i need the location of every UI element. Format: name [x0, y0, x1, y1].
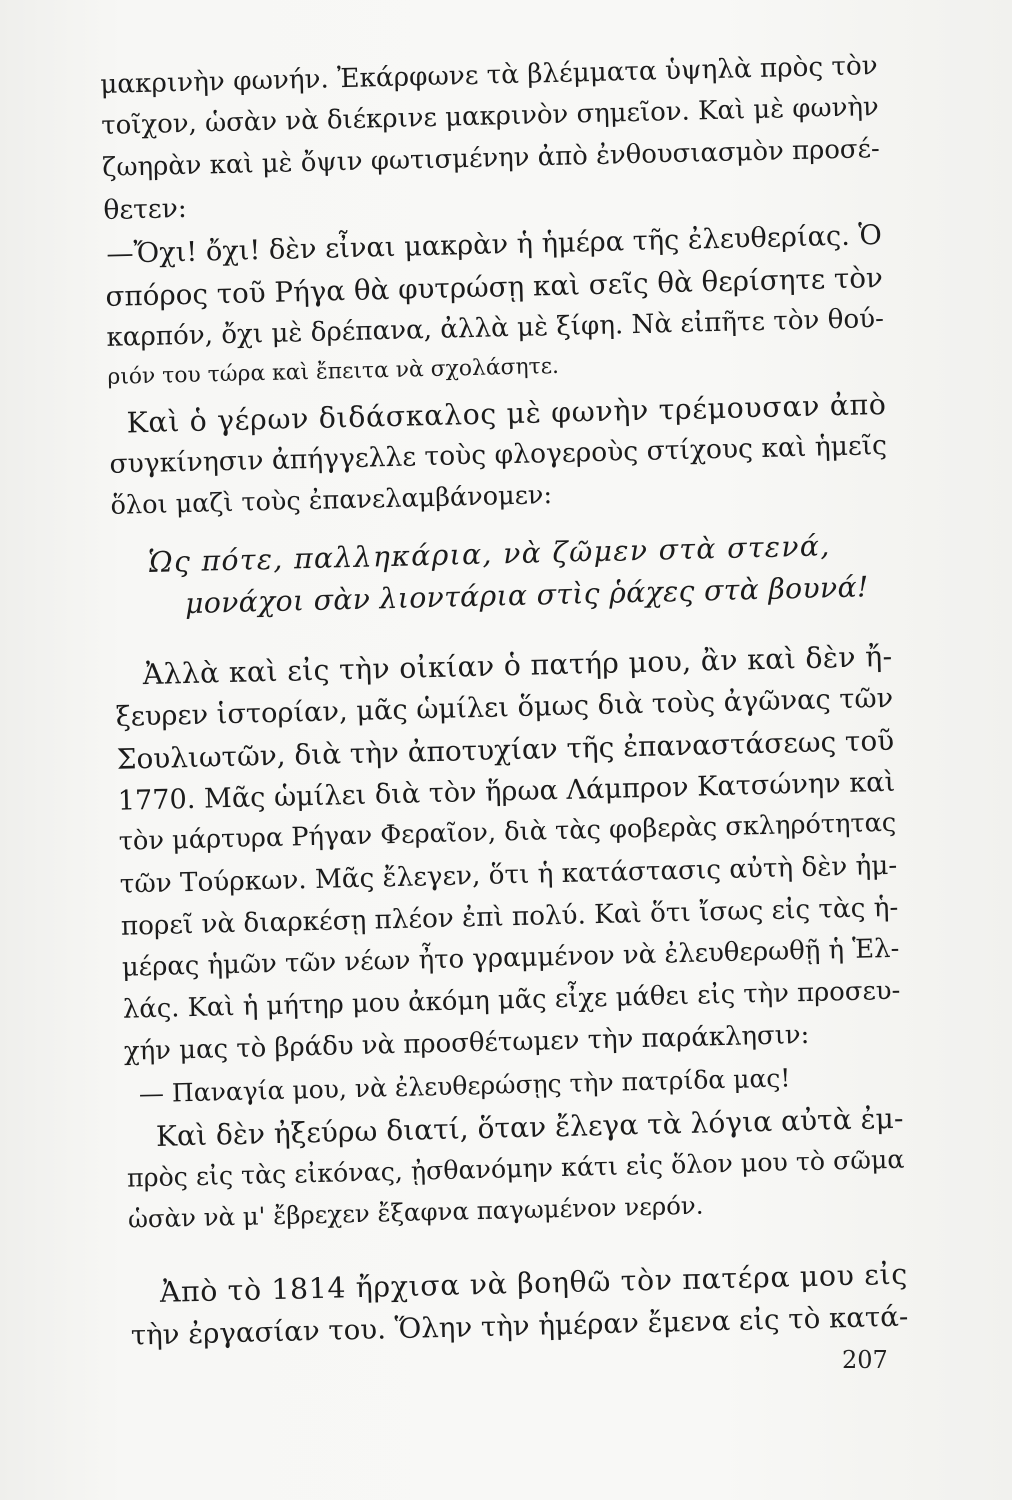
text-line: —Ὄχι! ὄχι! δὲν εἶναι μακρὰν ἡ ἡμέρα τῆς ἐλευθερίας. Ὁ — [106, 219, 883, 270]
text-line: Καὶ δὲν ἠξεύρω διατί, ὅταν ἔλεγα τὰ λόγια αὐτὰ ἐμ- — [155, 1101, 904, 1153]
text-line: — Παναγία μου, νὰ ἐλευθερώσῃς τὴν πατρίδα μας! — [138, 1063, 791, 1109]
text-line: τοῖχον, ὡσὰν νὰ διέκρινε μακρινὸν σημεῖον. Καὶ μὲ φωνὴν — [100, 91, 880, 141]
text-line: Σουλιωτῶν, διὰ τὴν ἀποτυχίαν τῆς ἐπαναστάσεως τοῦ — [116, 723, 895, 776]
verse-line: μονάχοι σὰν λιοντάρια στὶς ῥάχες στὰ βουνά! — [184, 570, 870, 621]
text-line: μέρας ἡμῶν τῶν νέων ἦτο γραμμένον νὰ ἐλευθερωθῇ ἡ Ἑλ- — [121, 933, 900, 983]
text-line: ξευρεν ἱστορίαν, μᾶς ὡμίλει ὅμως διὰ τοὺς ἀγῶνας τῶν — [115, 682, 894, 733]
text-line: μακρινὴν φωνήν. Ἐκάρφωνε τὰ βλέμματα ὑψηλὰ πρὸς τὸν — [99, 51, 879, 100]
text-line: ριόν του τώρα καὶ ἔπειτα νὰ σχολάσητε. — [107, 353, 560, 390]
text-line: Ἀλλὰ καὶ εἰς τὴν οἰκίαν ὁ πατήρ μου, ἂν καὶ δὲν ἤ- — [142, 639, 893, 692]
text-line: ζωηρὰν καὶ μὲ ὄψιν φωτισμένην ἀπὸ ἐνθουσιασμὸν προσέ- — [101, 133, 881, 183]
text-line: πρὸς εἰς τὰς εἰκόνας, ᾐσθανόμην κάτι εἰς ὅλον μου τὸ σῶμα — [126, 1144, 905, 1193]
text-line: Ἀπὸ τὸ 1814 ἤρχισα νὰ βοηθῶ τὸν πατέρα μου εἰς — [159, 1257, 909, 1309]
page-number: 207 — [842, 1346, 888, 1374]
text-line: τῶν Τούρκων. Μᾶς ἔλεγεν, ὅτι ἡ κατάστασις αὐτὴ δὲν ἠμ- — [119, 850, 898, 900]
text-line: συγκίνησιν ἀπήγγελλε τοὺς φλογεροὺς στίχους καὶ ἡμεῖς — [109, 429, 888, 480]
text-line: ὡσὰν νὰ μ' ἔβρεχεν ἔξαφνα παγωμένον νερόν. — [127, 1190, 704, 1234]
text-line: τὴν ἐργασίαν του. Ὅλην τὴν ἡμέραν ἔμενα εἰς τὸ κατά- — [130, 1299, 909, 1352]
text-line: Καὶ ὁ γέρων διδάσκαλος μὲ φωνὴν τρέμουσαν ἀπὸ — [126, 387, 887, 440]
text-line: θετεν: — [103, 192, 188, 226]
text-line: σπόρος τοῦ Ρήγα θὰ φυτρώσῃ καὶ σεῖς θὰ θερίσητε τὸν — [105, 260, 884, 313]
text-line: λάς. Καὶ ἡ μήτηρ μου ἀκόμη μᾶς εἶχε μάθει εἰς τὴν προσευ- — [122, 975, 901, 1025]
text-line: 1770. Μᾶς ὡμίλει διὰ τὸν ἥρωα Λάμπρον Κατσώνην καὶ — [117, 766, 896, 817]
text-line: ὅλοι μαζὶ τοὺς ἐπανελαμβάνομεν: — [110, 480, 553, 521]
text-line: καρπόν, ὄχι μὲ δρέπανα, ἀλλὰ μὲ ξίφη. Νὰ εἰπῆτε τὸν θού- — [106, 303, 885, 353]
verse-line: Ὡς πότε, παλληκάρια, νὰ ζῶμεν στὰ στενά, — [147, 529, 832, 579]
body-text — [99, 51, 909, 1352]
text-line: πορεῖ νὰ διαρκέσῃ πλέον ἐπὶ πολύ. Καὶ ὅτι ἴσως εἰς τὰς ἡ- — [120, 892, 899, 942]
text-line: τὸν μάρτυρα Ρήγαν Φεραῖον, διὰ τὰς φοβερὰς σκληρότητας — [118, 807, 897, 857]
text-line: χήν μας τὸ βράδυ νὰ προσθέτωμεν τὴν παράκλησιν: — [123, 1019, 810, 1067]
